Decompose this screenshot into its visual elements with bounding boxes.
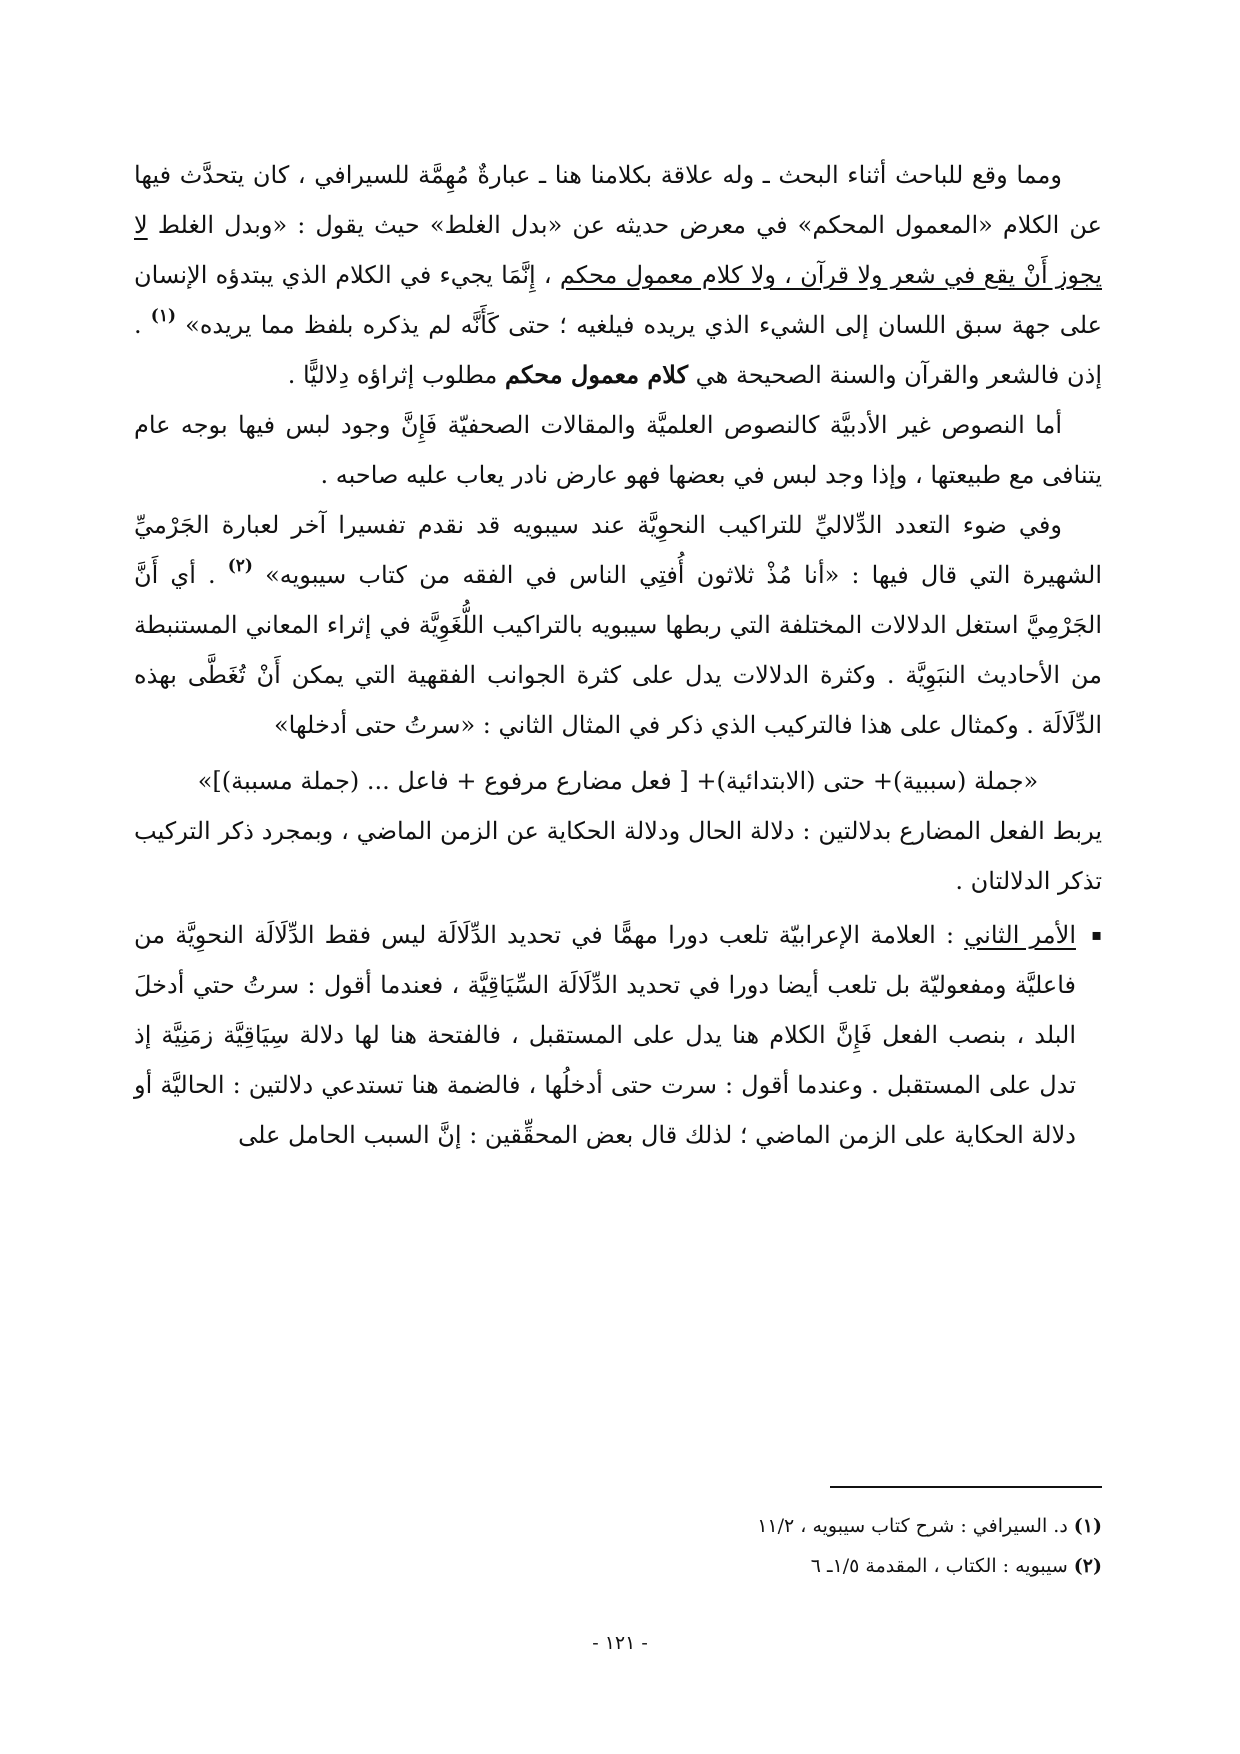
- footnotes: [134, 1506, 1102, 1586]
- paragraph1-part4: مطلوب إثراؤه دِلاليًّا .: [287, 361, 505, 389]
- paragraph-jarmi: [134, 500, 1102, 750]
- footnote-number: (٢): [1073, 1555, 1102, 1577]
- paragraph3-part2: . أي أَنَّ الجَرْمِيَّ استغل الدلالات المختلفة التي ربطها سيبويه بالتراكيب اللُّغَوِيَّة في إثراء المعاني المستنبطة من الأحاديث النبَوِيَّة . وكثرة الدلالات يدل على كثرة الجوانب الفقهية التي يمكن أَنْ تُغَطَّى بهذه الدِّلَالَة . وكمثال على هذا فالتركيب الذي ذكر في المثال الثاني : «سرتُ حتى أدخلها»: [134, 561, 1102, 739]
- bullet-heading: الأمر الثاني: [964, 921, 1076, 949]
- bullet-text: : العلامة الإعرابيّة تلعب دورا مهمًّا في تحديد الدِّلَالَة ليس فقط الدِّلَالَة النحوِيَّة من فاعليَّة ومفعوليّة بل تلعب أيضا دورا في تحديد الدِّلَالَة السِّيَاقِيَّة ، فعندما أقول : سرتُ حتي أدخلَ البلد ، بنصب الفعل فَإِنَّ الكلام هنا يدل على المستقبل ، فالفتحة هنا لها دلالة سِيَاقِيَّة زمَنِيَّة إذ تدل على المستقبل . وعندما أقول : سرت حتى أدخلُها ، فالضمة هنا تستدعي دلالتين : الحاليَّة أو دلالة الحكاية على الزمن الماضي ؛ لذلك قال بعض المحقِّقين : إنَّ السبب الحامل على: [134, 921, 1076, 1149]
- paragraph3-part1: وفي ضوء التعدد الدِّلاليِّ للتراكيب النحوِيَّة عند سيبويه قد نقدم تفسيرا آخر لعبارة الجَرْميِّ الشهيرة التي قال فيها : «أنا مُذْ ثلاثون أُفتِي الناس في الفقه من كتاب سيبويه»: [134, 511, 1102, 589]
- footnote-text: د. السيرافي : شرح كتاب سيبويه ، ١١/٢: [757, 1515, 1068, 1537]
- footnote-ref-1[interactable]: (١): [150, 306, 176, 326]
- paragraph-sirafi-quote: [134, 150, 1102, 400]
- bullet-second-matter: [134, 910, 1102, 1160]
- bullet-square-icon: ▪: [1091, 925, 1102, 944]
- footnote-1: [134, 1506, 1102, 1546]
- page-number: - ١٢١ -: [592, 1632, 648, 1654]
- paragraph-two-meanings: يربط الفعل المضارع بدلالتين : دلالة الحال ودلالة الحكاية عن الزمن الماضي ، وبمجرد ذكر التركيب تذكر الدلالتان .: [134, 817, 1102, 895]
- footnote-number: (١): [1073, 1515, 1102, 1537]
- paragraph1-part2: ، إِنَّمَا يجيء في الكلام الذي يبتدؤه الإنسان على جهة سبق اللسان إلى الشيء الذي يريده فيلغيه ؛ حتى كَأَنَّه لم يذكره بلفظ مما يريده»: [134, 261, 1102, 339]
- footnote-divider: [830, 1486, 1102, 1488]
- paragraph1-part1: ومما وقع للباحث أثناء البحث ـ وله علاقة بكلامنا هنا ـ عبارةٌ مُهِمَّة للسيرافي ، كان يتحدَّث فيها عن الكلام «المعمول المحكم» في معرض حديثه عن «بدل الغلط» حيث يقول : «وبدل الغلط: [134, 161, 1103, 239]
- footnote-2: [134, 1546, 1102, 1586]
- footnote-ref-2[interactable]: (٢): [227, 556, 253, 576]
- footnote-text: سيبويه : الكتاب ، المقدمة ١/٥ـ ٦: [810, 1555, 1068, 1577]
- paragraph-non-literary-texts: أما النصوص غير الأدبيَّة كالنصوص العلميَّة والمقالات الصحفيّة فَإِنَّ وجود لبس فيها بوجه عام يتنافى مع طبيعتها ، وإذا وجد لبس في بعضها فهو عارض نادر يعاب عليه صاحبه .: [134, 411, 1102, 489]
- main-text: [134, 150, 1102, 1160]
- underlined-quote: لا يجوز أَنْ يقع في شعر ولا قرآن ، ولا كلام معمول محكم: [134, 211, 1102, 289]
- formula-line: «جملة (سببية)+ حتى (الابتدائية)+ [ فعل مضارع مرفوع + فاعل ... (جملة مسببة)]»: [197, 767, 1039, 795]
- bold-phrase: كلام معمول محكم: [504, 360, 689, 389]
- paragraph1-part3: . إذن فالشعر والقرآن والسنة الصحيحة هي: [134, 311, 1102, 389]
